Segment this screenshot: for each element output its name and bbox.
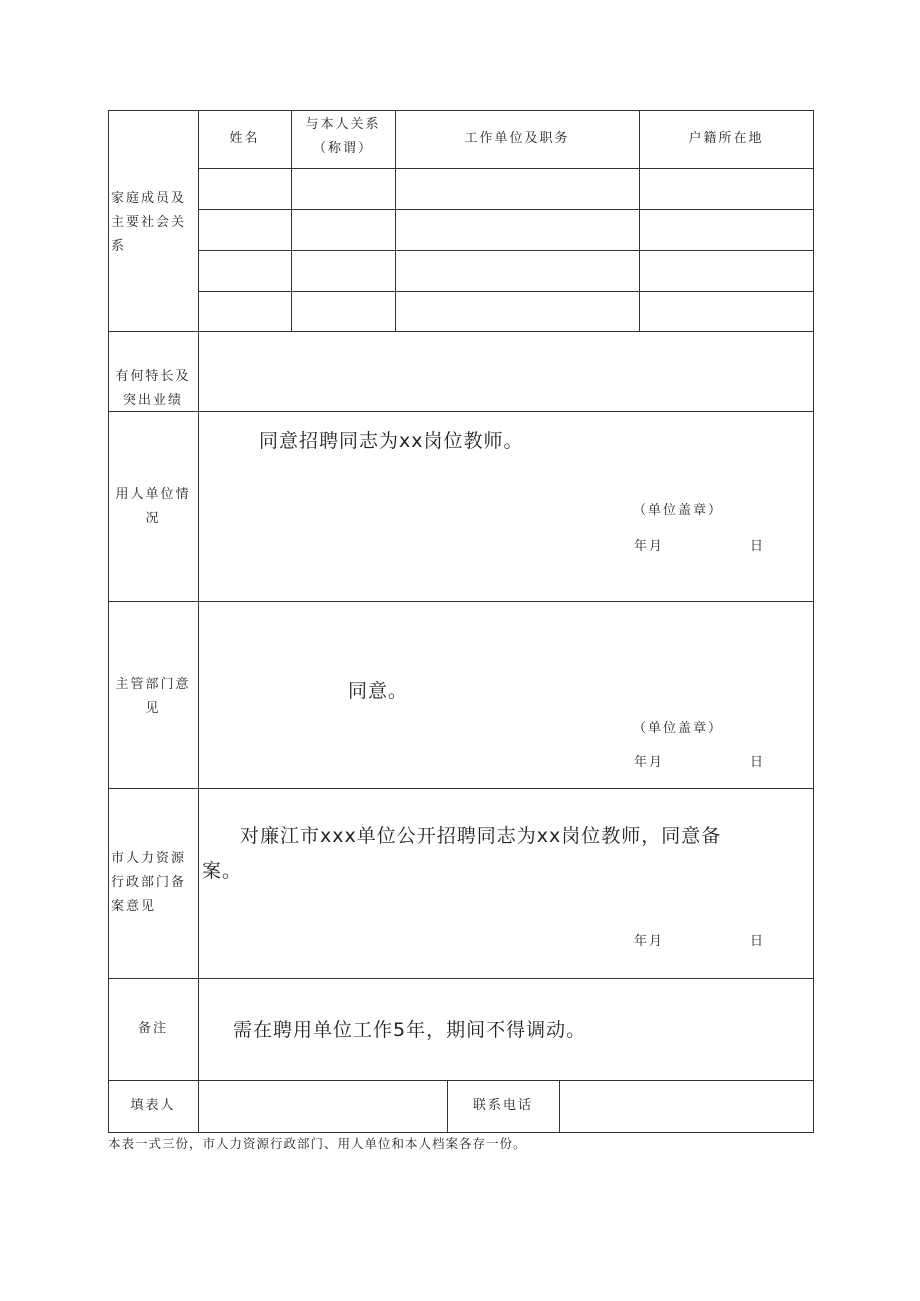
label-column-divider [198, 110, 199, 1133]
table-border-right [813, 110, 814, 1133]
supervisor-date-day: 日 [750, 755, 766, 770]
table-border-top [108, 110, 814, 111]
filler-label: 填表人 [130, 1098, 176, 1113]
specialty-label: 有何特长及突出业绩 [115, 369, 191, 408]
hr-date-year-month: 年月 [634, 934, 665, 949]
employer-label: 用人单位情况 [115, 487, 191, 526]
hr-date-day: 日 [750, 934, 766, 949]
row-divider [108, 411, 814, 412]
header-relationship-title: （称谓） [312, 141, 373, 156]
phone-value-cell[interactable] [560, 1081, 813, 1132]
table-border-left [108, 110, 109, 1133]
row-divider [108, 788, 814, 789]
hr-opinion-text-line1: 对廉江市xxx单位公开招聘同志为xx岗位教师，同意备 [240, 825, 722, 847]
header-name: 姓名 [229, 131, 260, 146]
table-border-bottom [108, 1132, 814, 1133]
supervisor-opinion-text: 同意。 [348, 680, 409, 702]
footer-note: 本表一式三份，市人力资源行政部门、用人单位和本人档案各存一份。 [108, 1136, 527, 1151]
supervisor-seal: （单位盖章） [633, 721, 724, 736]
employer-seal: （单位盖章） [633, 503, 724, 518]
employer-date-year-month: 年月 [634, 539, 665, 554]
phone-label: 联系电话 [472, 1098, 533, 1113]
hr-label: 市人力资源行政部门备案意见 [111, 851, 187, 914]
family-relations-label: 家庭成员及主要社会关系 [111, 191, 187, 254]
supervisor-label: 主管部门意见 [115, 677, 191, 716]
header-relationship: 与本人关系 [305, 117, 381, 132]
header-work-unit: 工作单位及职务 [464, 131, 570, 146]
remarks-label: 备注 [137, 1021, 168, 1036]
filler-value-cell[interactable] [199, 1081, 446, 1132]
hr-opinion-text-line2: 案。 [202, 860, 243, 882]
row-divider [108, 331, 814, 332]
row-divider [108, 601, 814, 602]
remarks-text: 需在聘用单位工作5年，期间不得调动。 [233, 1019, 587, 1041]
row-divider [108, 978, 814, 979]
employer-opinion-text: 同意招聘同志为xx岗位教师。 [259, 430, 524, 452]
supervisor-date-year-month: 年月 [634, 755, 665, 770]
employer-date-day: 日 [750, 539, 766, 554]
header-household-registration: 户籍所在地 [688, 131, 764, 146]
